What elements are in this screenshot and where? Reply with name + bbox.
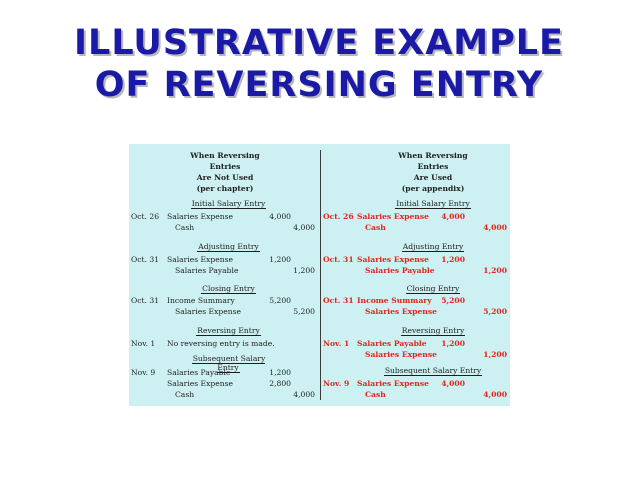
- journal-row: [323, 338, 508, 349]
- section-label: [181, 284, 276, 293]
- slide-title-line-1: ILLUSTRATIVE EXAMPLE: [74, 23, 564, 63]
- section-label: [181, 242, 276, 251]
- journal-row: [323, 389, 508, 400]
- column-header-line: When Reversing Entries: [398, 151, 468, 171]
- journal-row: [131, 389, 317, 400]
- column-header-line: Are Used: [413, 173, 453, 182]
- account-name: Salaries Expense: [365, 307, 437, 316]
- journal-row: [131, 378, 317, 389]
- entry-date: Oct. 31: [323, 255, 354, 264]
- credit-amount: 4,000: [293, 390, 315, 399]
- entry-date: Nov. 9: [323, 379, 350, 388]
- account-name: Cash: [365, 390, 386, 399]
- account-name: Salaries Payable: [175, 266, 239, 275]
- column-divider: [320, 150, 321, 400]
- account-name: Salaries Expense: [167, 379, 234, 388]
- account-name: Salaries Payable: [357, 339, 427, 348]
- debit-amount: 1,200: [269, 255, 291, 264]
- section-label: [383, 326, 483, 335]
- debit-amount: 4,000: [269, 212, 291, 221]
- section-label-text: Adjusting Entry: [402, 242, 464, 251]
- section-label: [383, 242, 483, 251]
- section-label-text: Initial Salary Entry: [396, 199, 470, 208]
- section-label-text: Initial Salary Entry: [191, 199, 266, 208]
- section-label-text: Adjusting Entry: [198, 242, 259, 251]
- section-label-text: Closing Entry: [406, 284, 460, 293]
- section-label: [181, 199, 276, 208]
- entry-date: Oct. 26: [323, 212, 354, 221]
- journal-row: [131, 222, 317, 233]
- account-name: No reversing entry is made.: [167, 339, 275, 348]
- account-name: Salaries Expense: [357, 212, 429, 221]
- credit-amount: 4,000: [483, 390, 507, 399]
- section-label-text: Closing Entry: [202, 284, 255, 293]
- column-header: [175, 150, 275, 194]
- account-name: Salaries Expense: [357, 255, 429, 264]
- credit-amount: 1,200: [483, 350, 507, 359]
- slide-title-line-2: OF REVERSING ENTRY: [94, 65, 544, 105]
- section-label: [383, 199, 483, 208]
- journal-row: [323, 306, 508, 317]
- account-name: Income Summary: [167, 296, 235, 305]
- account-name: Cash: [175, 390, 195, 399]
- credit-amount: 1,200: [293, 266, 315, 275]
- account-name: Salaries Expense: [175, 307, 242, 316]
- account-name: Salaries Expense: [365, 350, 437, 359]
- journal-row: [131, 338, 317, 349]
- journal-row: [323, 349, 508, 360]
- column-header-line: (per appendix): [401, 184, 465, 193]
- journal-row: [131, 211, 317, 222]
- entry-date: Nov. 1: [131, 339, 156, 348]
- debit-amount: 4,000: [441, 379, 465, 388]
- journal-row: [323, 211, 508, 222]
- entry-date: Nov. 1: [323, 339, 350, 348]
- slide-title: [0, 22, 638, 106]
- entry-date: Oct. 31: [131, 296, 160, 305]
- credit-amount: 4,000: [483, 223, 507, 232]
- account-name: Salaries Expense: [167, 212, 234, 221]
- column-header-line: (per chapter): [196, 184, 254, 193]
- journal-row: [323, 265, 508, 276]
- journal-row: [131, 295, 317, 306]
- account-name: Salaries Payable: [365, 266, 435, 275]
- entry-date: Nov. 9: [131, 368, 156, 377]
- account-name: Salaries Payable: [167, 368, 231, 377]
- credit-amount: 5,200: [293, 307, 315, 316]
- credit-amount: 4,000: [293, 223, 315, 232]
- debit-amount: 5,200: [441, 296, 465, 305]
- section-label-text: Reversing Entry: [197, 326, 260, 335]
- entry-date: Oct. 26: [131, 212, 160, 221]
- journal-comparison-panel: [129, 144, 510, 406]
- section-label: [383, 366, 483, 375]
- journal-row: [131, 254, 317, 265]
- account-name: Salaries Expense: [167, 255, 234, 264]
- journal-row: [131, 265, 317, 276]
- column-header-line: When Reversing Entries: [190, 151, 260, 171]
- account-name: Salaries Expense: [357, 379, 429, 388]
- debit-amount: 1,200: [441, 339, 465, 348]
- debit-amount: 1,200: [441, 255, 465, 264]
- debit-amount: 2,800: [269, 379, 291, 388]
- journal-row: [323, 254, 508, 265]
- account-name: Cash: [365, 223, 386, 232]
- debit-amount: 1,200: [269, 368, 291, 377]
- debit-amount: 5,200: [269, 296, 291, 305]
- section-label: [383, 284, 483, 293]
- account-name: Cash: [175, 223, 195, 232]
- column-header-line: Are Not Used: [196, 173, 254, 182]
- entry-date: Oct. 31: [323, 296, 354, 305]
- credit-amount: 5,200: [483, 307, 507, 316]
- debit-amount: 4,000: [441, 212, 465, 221]
- journal-row: [323, 222, 508, 233]
- column-header: [383, 150, 483, 194]
- journal-row: [323, 295, 508, 306]
- account-name: Income Summary: [357, 296, 432, 305]
- entry-date: Oct. 31: [131, 255, 160, 264]
- section-label-text: Reversing Entry: [401, 326, 465, 335]
- section-label: [181, 326, 276, 335]
- journal-row: [131, 306, 317, 317]
- section-label-text: Subsequent Salary Entry: [384, 366, 482, 375]
- section-label-text: Subsequent Salary Entry: [192, 354, 266, 372]
- journal-row: [323, 378, 508, 389]
- journal-row: [131, 367, 317, 378]
- credit-amount: 1,200: [483, 266, 507, 275]
